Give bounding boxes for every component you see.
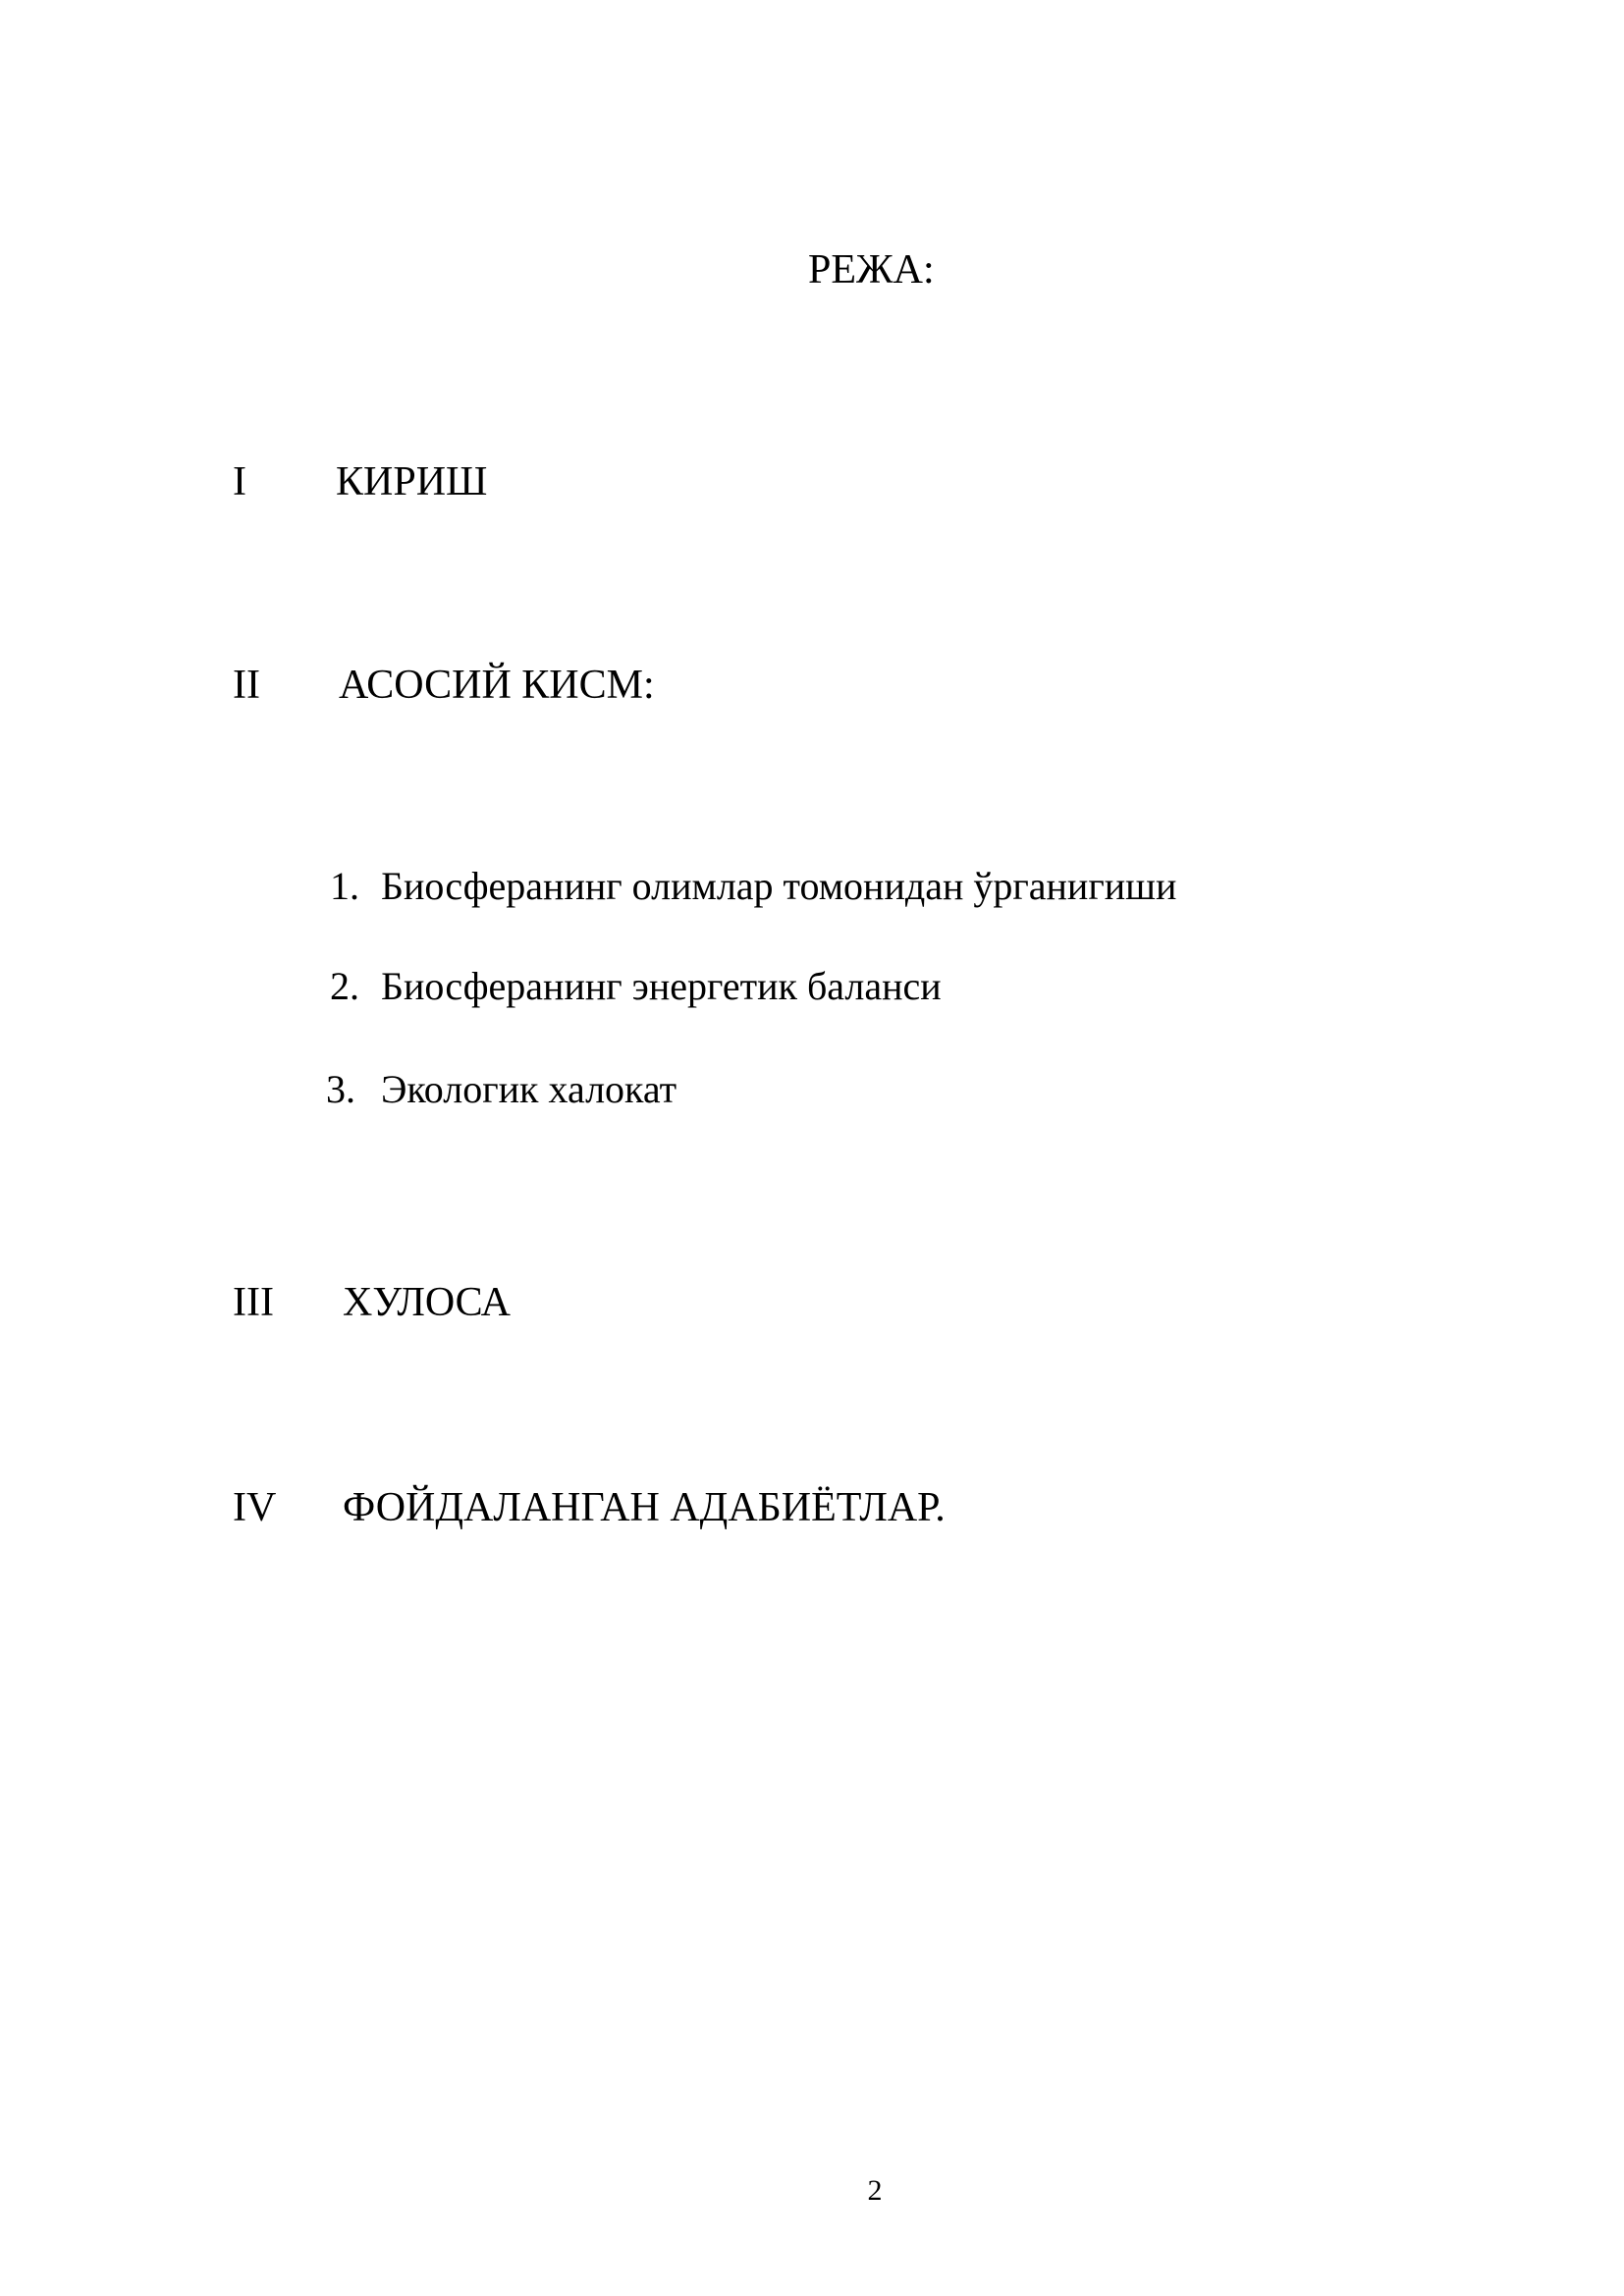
list-item-text: Биосферанинг олимлар томонидан ўрганигиши (381, 864, 1177, 908)
list-item-number: 2. (330, 964, 359, 1008)
section-label: АСОСИЙ КИСМ: (339, 663, 655, 708)
list-item-number: 1. (330, 864, 359, 908)
list-item-number: 3. (326, 1067, 355, 1111)
document-title: РЕЖА: (808, 247, 935, 293)
list-item-text: Экологик халокат (381, 1067, 677, 1111)
section-numeral: IV (233, 1485, 277, 1530)
list-item-text: Биосферанинг энергетик баланси (381, 964, 942, 1008)
section-label: КИРИШ (336, 459, 488, 505)
section-label: ХУЛОСА (343, 1280, 511, 1325)
section-label: ФОЙДАЛАНГАН АДАБИЁТЛАР. (343, 1485, 946, 1530)
page-number: 2 (867, 2174, 883, 2207)
section-numeral: II (233, 663, 260, 708)
section-numeral: I (233, 459, 246, 505)
section-numeral: III (233, 1280, 274, 1325)
